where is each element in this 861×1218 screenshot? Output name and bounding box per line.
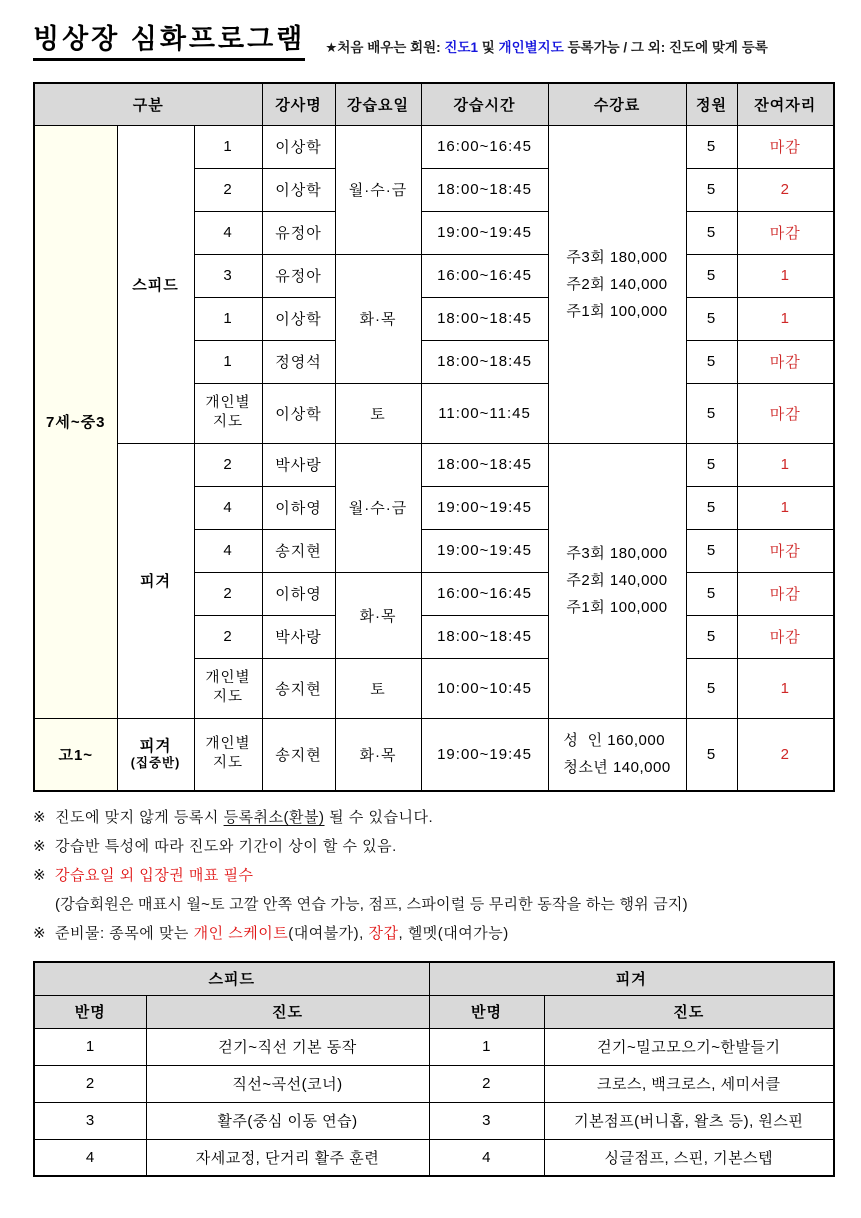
time-cell: 18:00~18:45 <box>421 340 548 383</box>
title-bar <box>33 24 835 61</box>
class-level-cell: 개인별 지도 <box>194 383 262 443</box>
instructor-cell: 정영석 <box>262 340 335 383</box>
capacity-cell: 5 <box>686 168 737 211</box>
capacity-cell: 5 <box>686 443 737 486</box>
figure-progress-cell: 크로스, 백크로스, 세미서클 <box>544 1065 834 1102</box>
days-cell: 토 <box>335 383 421 443</box>
class-level-cell: 3 <box>194 254 262 297</box>
speed-progress-cell: 걷기~직선 기본 동작 <box>146 1028 429 1065</box>
instructor-cell: 송지현 <box>262 718 335 791</box>
instructor-cell: 이하영 <box>262 572 335 615</box>
figure-class-cell: 3 <box>429 1102 544 1139</box>
time-cell: 16:00~16:45 <box>421 254 548 297</box>
fee-cell: 성 인 160,000 청소년 140,000 <box>548 718 686 791</box>
class-level-cell: 4 <box>194 211 262 254</box>
class-level-cell: 1 <box>194 297 262 340</box>
class-level-cell: 2 <box>194 443 262 486</box>
program-table <box>33 82 835 792</box>
time-cell: 18:00~18:45 <box>421 443 548 486</box>
remaining-cell: 마감 <box>737 340 834 383</box>
capacity-cell: 5 <box>686 211 737 254</box>
days-cell: 화·목 <box>335 572 421 658</box>
class-level-cell: 개인별 지도 <box>194 658 262 718</box>
col-header-category: 구분 <box>34 83 262 125</box>
instructor-cell: 이하영 <box>262 486 335 529</box>
class-level-cell: 4 <box>194 529 262 572</box>
instructor-cell: 유정아 <box>262 254 335 297</box>
note-link-jindo1: 진도1 <box>444 40 478 56</box>
days-cell: 월·수·금 <box>335 125 421 254</box>
days-cell: 화·목 <box>335 718 421 791</box>
header-row <box>34 83 834 125</box>
class-level-cell: 2 <box>194 168 262 211</box>
class-level-cell: 개인별 지도 <box>194 718 262 791</box>
note-line: (강습회원은 매표시 월~토 고깔 안쪽 연습 가능, 점프, 스파이럴 등 무리한 동작을 하는 행위 금지) <box>55 896 688 914</box>
table-row <box>34 1065 834 1102</box>
sport-type-cell: 피겨 <box>117 443 194 718</box>
age-group-cell: 고1~ <box>34 718 117 791</box>
figure-progress-cell: 싱글점프, 스핀, 기본스텝 <box>544 1139 834 1176</box>
capacity-cell: 5 <box>686 658 737 718</box>
time-cell: 10:00~10:45 <box>421 658 548 718</box>
capacity-cell: 5 <box>686 254 737 297</box>
time-cell: 18:00~18:45 <box>421 615 548 658</box>
class-level-cell: 1 <box>194 125 262 168</box>
capacity-cell: 5 <box>686 383 737 443</box>
remaining-cell: 마감 <box>737 125 834 168</box>
speed-progress-cell: 자세교정, 단거리 활주 훈련 <box>146 1139 429 1176</box>
instructor-cell: 박사랑 <box>262 443 335 486</box>
table-row <box>34 1102 834 1139</box>
time-cell: 11:00~11:45 <box>421 383 548 443</box>
capacity-cell: 5 <box>686 340 737 383</box>
time-cell: 19:00~19:45 <box>421 211 548 254</box>
speed-class-cell: 1 <box>34 1028 146 1065</box>
fee-cell: 주3회 180,000 주2회 140,000 주1회 100,000 <box>548 443 686 718</box>
instructor-cell: 이상학 <box>262 168 335 211</box>
instructor-cell: 이상학 <box>262 383 335 443</box>
instructor-cell: 송지현 <box>262 529 335 572</box>
remaining-cell: 1 <box>737 658 834 718</box>
table-row <box>34 1028 834 1065</box>
days-cell: 화·목 <box>335 254 421 383</box>
remaining-cell: 2 <box>737 718 834 791</box>
instructor-cell: 이상학 <box>262 297 335 340</box>
figure-progress-cell: 기본점프(버니홉, 왈츠 등), 원스핀 <box>544 1102 834 1139</box>
class-level-cell: 2 <box>194 615 262 658</box>
capacity-cell: 5 <box>686 718 737 791</box>
time-cell: 19:00~19:45 <box>421 529 548 572</box>
remaining-cell: 마감 <box>737 211 834 254</box>
speed-class-cell: 2 <box>34 1065 146 1102</box>
capacity-cell: 5 <box>686 529 737 572</box>
remaining-cell: 마감 <box>737 529 834 572</box>
page-title: 빙상장 심화프로그램 <box>33 24 305 61</box>
progress-column-header-row <box>34 995 834 1028</box>
col-header-instructor: 강사명 <box>262 83 335 125</box>
remaining-cell: 1 <box>737 486 834 529</box>
remaining-cell: 마감 <box>737 572 834 615</box>
class-level-cell: 2 <box>194 572 262 615</box>
figure-class-cell: 1 <box>429 1028 544 1065</box>
speed-progress-cell: 활주(중심 이동 연습) <box>146 1102 429 1139</box>
days-cell: 토 <box>335 658 421 718</box>
star-icon: ★ <box>325 40 338 56</box>
time-cell: 18:00~18:45 <box>421 168 548 211</box>
note-line: ※ 준비물: 종목에 맞는 개인 스케이트(대여불가), 장갑, 헬멧(대여가능) <box>33 925 509 943</box>
table-row <box>34 1139 834 1176</box>
registration-note: ★처음 배우는 회원: 진도1 및 개인별지도 등록가능 / 그 외: 진도에 맞게 등록 <box>325 40 768 56</box>
days-cell: 월·수·금 <box>335 443 421 572</box>
class-level-cell: 1 <box>194 340 262 383</box>
remaining-cell: 마감 <box>737 383 834 443</box>
notes-section <box>33 803 835 948</box>
speed-section-header: 스피드 <box>34 962 429 995</box>
note-line: ※ 강습반 특성에 따라 진도와 기간이 상이 할 수 있음. <box>33 838 397 856</box>
sport-type-cell: 피겨 (집중반) <box>117 718 194 791</box>
capacity-cell: 5 <box>686 125 737 168</box>
capacity-cell: 5 <box>686 572 737 615</box>
sport-type-cell: 스피드 <box>117 125 194 443</box>
capacity-cell: 5 <box>686 615 737 658</box>
remaining-cell: 마감 <box>737 615 834 658</box>
time-cell: 18:00~18:45 <box>421 297 548 340</box>
instructor-cell: 이상학 <box>262 125 335 168</box>
figure-section-header: 피겨 <box>429 962 834 995</box>
col-header-fee: 수강료 <box>548 83 686 125</box>
speed-col-progress: 진도 <box>146 995 429 1028</box>
remaining-cell: 1 <box>737 297 834 340</box>
age-group-cell: 7세~중3 <box>34 125 117 718</box>
col-header-time: 강습시간 <box>421 83 548 125</box>
time-cell: 16:00~16:45 <box>421 125 548 168</box>
speed-class-cell: 4 <box>34 1139 146 1176</box>
speed-col-class: 반명 <box>34 995 146 1028</box>
time-cell: 19:00~19:45 <box>421 486 548 529</box>
fee-cell: 주3회 180,000 주2회 140,000 주1회 100,000 <box>548 125 686 443</box>
time-cell: 19:00~19:45 <box>421 718 548 791</box>
note-line: ※ 강습요일 외 입장권 매표 필수 <box>33 867 254 885</box>
class-level-cell: 4 <box>194 486 262 529</box>
remaining-cell: 2 <box>737 168 834 211</box>
speed-class-cell: 3 <box>34 1102 146 1139</box>
col-header-capacity: 정원 <box>686 83 737 125</box>
table-row <box>34 125 834 168</box>
figure-class-cell: 4 <box>429 1139 544 1176</box>
remaining-cell: 1 <box>737 254 834 297</box>
col-header-remaining: 잔여자리 <box>737 83 834 125</box>
remaining-cell: 1 <box>737 443 834 486</box>
instructor-cell: 송지현 <box>262 658 335 718</box>
figure-progress-cell: 걷기~밀고모으기~한발들기 <box>544 1028 834 1065</box>
col-header-days: 강습요일 <box>335 83 421 125</box>
instructor-cell: 박사랑 <box>262 615 335 658</box>
note-link-individual: 개인별지도 <box>498 40 564 56</box>
table-row <box>34 718 834 791</box>
note-line: ※ 진도에 맞지 않게 등록시 등록취소(환불) 될 수 있습니다. <box>33 809 434 827</box>
capacity-cell: 5 <box>686 297 737 340</box>
figure-col-class: 반명 <box>429 995 544 1028</box>
progress-section-header-row <box>34 962 834 995</box>
figure-class-cell: 2 <box>429 1065 544 1102</box>
progress-table <box>33 961 835 1177</box>
figure-col-progress: 진도 <box>544 995 834 1028</box>
instructor-cell: 유정아 <box>262 211 335 254</box>
capacity-cell: 5 <box>686 486 737 529</box>
time-cell: 16:00~16:45 <box>421 572 548 615</box>
speed-progress-cell: 직선~곡선(코너) <box>146 1065 429 1102</box>
table-row <box>34 443 834 486</box>
